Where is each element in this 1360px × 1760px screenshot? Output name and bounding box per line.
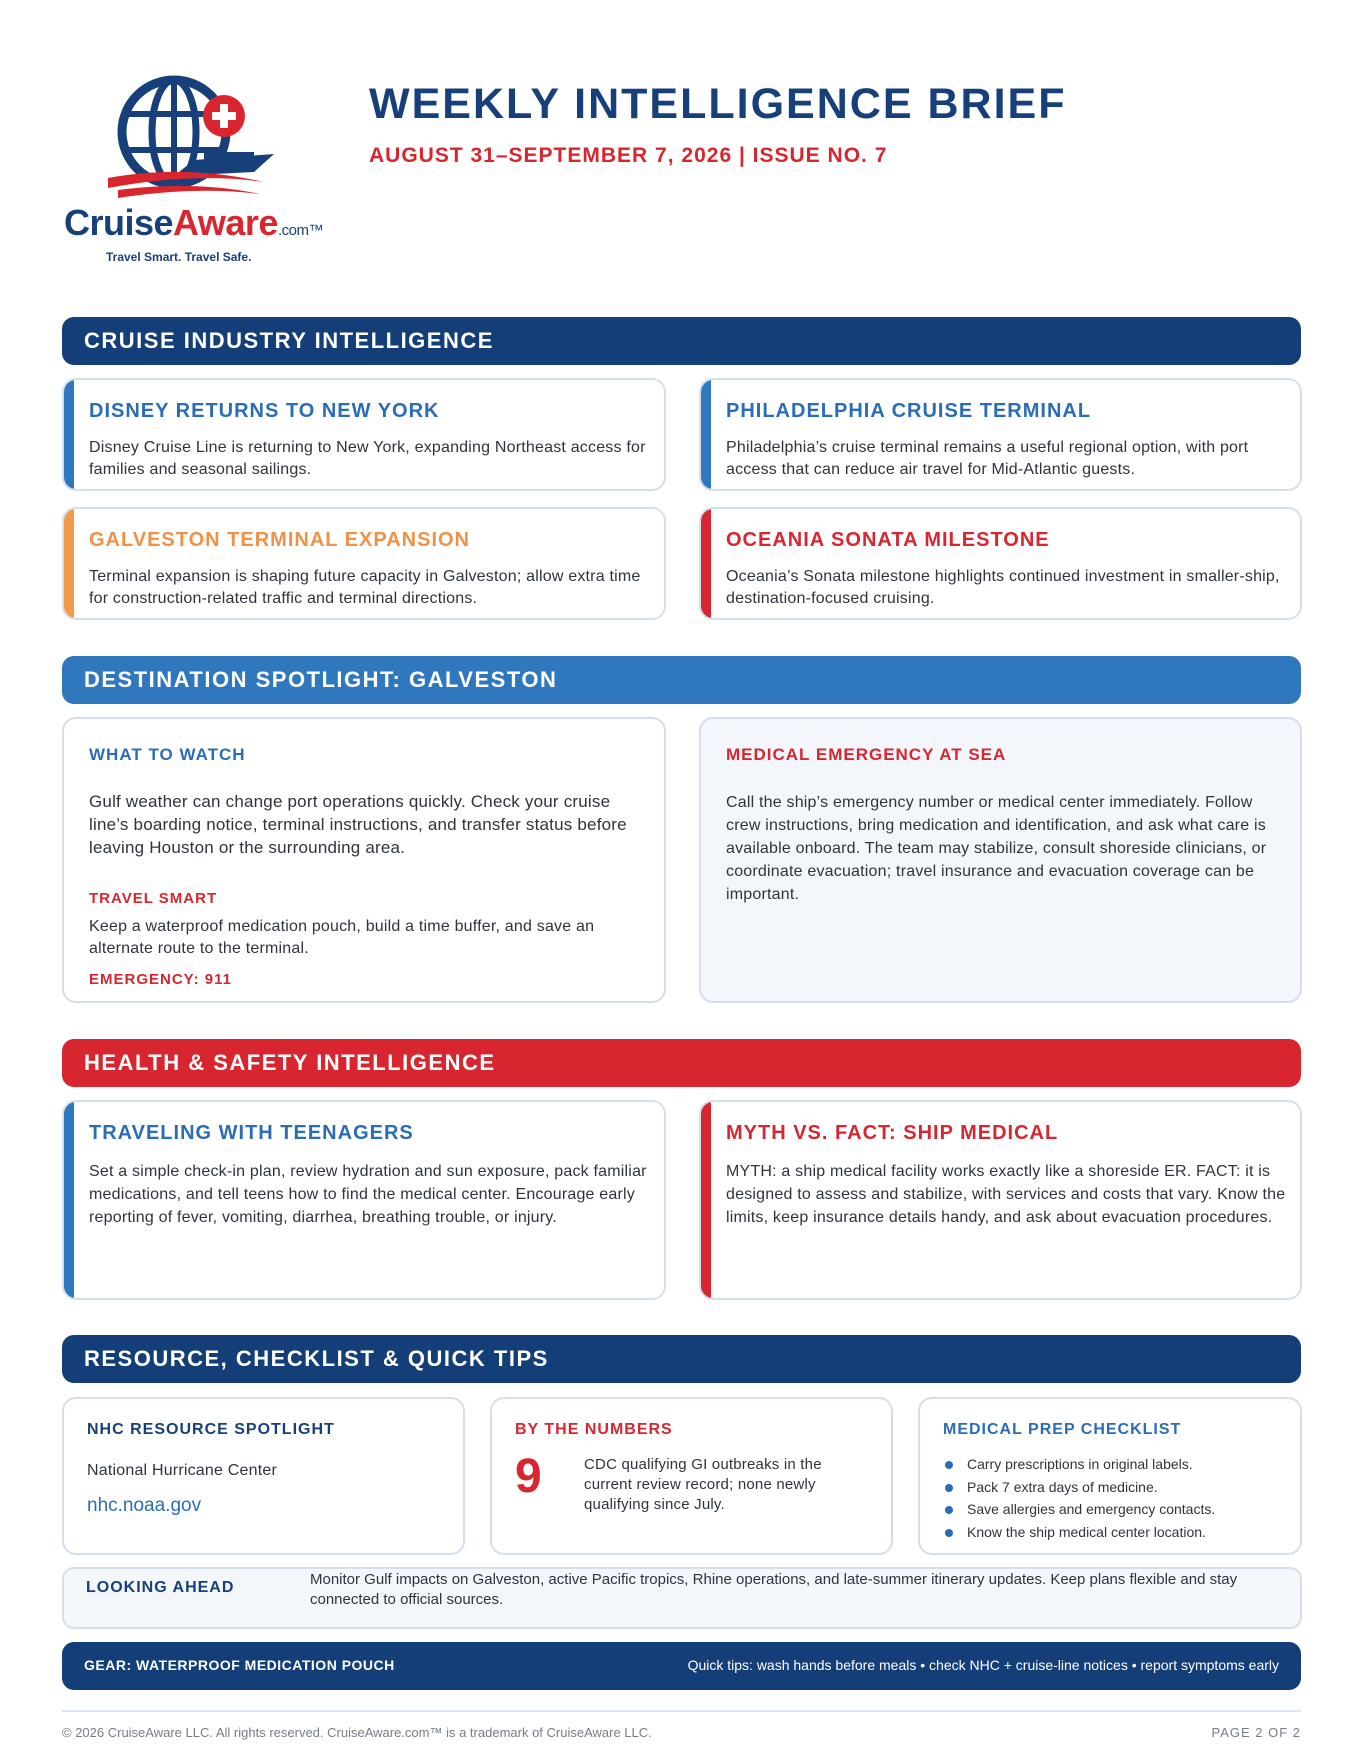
nhc-resource-card [62,1397,465,1555]
footer-copyright: © 2026 CruiseAware LLC. All rights reserved. CruiseAware.com™ is a trademark of CruiseAware LLC. [62,1725,652,1740]
section-header-industry: CRUISE INDUSTRY INTELLIGENCE [62,317,1301,365]
card-title: NHC RESOURCE SPOTLIGHT [87,1421,335,1438]
card-accent-bar [64,1102,74,1298]
card-title: MYTH VS. FACT: SHIP MEDICAL [726,1122,1059,1144]
card-accent-bar [701,509,711,618]
numbers-text: CDC qualifying GI outbreaks in the current review record; none newly qualifying since July. [584,1456,822,1513]
card-title: MEDICAL EMERGENCY AT SEA [726,745,1007,764]
card-title: GALVESTON TERMINAL EXPANSION [89,529,470,551]
card-body: Philadelphia’s cruise terminal remains a useful regional option, with port access that can reduce air travel for Mid-Atlantic guests. [726,439,1249,478]
section-header-health: HEALTH & SAFETY INTELLIGENCE [62,1039,1301,1087]
logo-word-cruise: Cruise [64,202,174,243]
checklist [943,1453,1215,1543]
news-card-disney [62,378,666,491]
medical-emergency-card [699,717,1302,1003]
checklist-item: Carry prescriptions in original labels. [943,1453,1215,1476]
news-card-galveston [62,507,666,620]
gear-label: GEAR: WATERPROOF MEDICATION POUCH [84,1657,395,1673]
medical-checklist-card [918,1397,1302,1555]
checklist-item: Pack 7 extra days of medicine. [943,1476,1215,1499]
nhc-link[interactable]: nhc.noaa.gov [87,1495,202,1516]
section-header-destination: DESTINATION SPOTLIGHT: GALVESTON [62,656,1301,704]
logo-wordmark [64,202,323,244]
quick-tips: Quick tips: wash hands before meals • check NHC + cruise-line notices • report symptoms early [687,1657,1279,1673]
card-body: Terminal expansion is shaping future capacity in Galveston; allow extra time for construction-related traffic and terminal directions. [89,568,641,607]
card-accent-bar [64,380,74,489]
card-accent-bar [64,509,74,618]
page-title: WEEKLY INTELLIGENCE BRIEF [369,80,1067,128]
footer-divider [62,1710,1301,1712]
gear-tips-band [62,1642,1301,1690]
card-body: Gulf weather can change port operations quickly. Check your cruise line’s boarding notice, terminal instructions, and transfer status before leaving Houston or the surrounding area. [89,792,627,857]
by-the-numbers-card [490,1397,893,1555]
card-body: Set a simple check-in plan, review hydration and sun exposure, pack familiar medications, and tell teens how to find the medical center. Encourage early reporting of fever, vomiting, diarrhea, breathing trouble, or injury. [89,1163,647,1226]
globe-ship-icon [64,72,336,207]
looking-ahead-text: Monitor Gulf impacts on Galveston, active Pacific tropics, Rhine operations, and late-summer itinerary updates. Keep plans flexible and stay connected to official sources. [310,1571,1238,1608]
travel-smart-body: Keep a waterproof medication pouch, build a time buffer, and save an alternate route to the terminal. [89,918,595,957]
numbers-value: 9 [515,1450,542,1503]
logo-dotcom: .com™ [277,222,323,239]
checklist-item: Know the ship medical center location. [943,1521,1215,1544]
bullet-icon [945,1529,953,1537]
travel-smart-label: TRAVEL SMART [89,890,218,907]
card-title: OCEANIA SONATA MILESTONE [726,529,1050,551]
card-body: Disney Cruise Line is returning to New York, expanding Northeast access for families and seasonal sailings. [89,439,646,478]
news-card-oceania [699,507,1302,620]
card-body: Call the ship’s emergency number or medical center immediately. Follow crew instructions, bring medication and identification, and ask what care is available onboard. The team may stabilize, consult shoreside clinicians, or coordinate evacuation; travel insurance and evacuation coverage can be important. [726,794,1267,903]
logo-tagline: Travel Smart. Travel Safe. [106,250,252,264]
card-title: DISNEY RETURNS TO NEW YORK [89,400,440,422]
bullet-icon [945,1506,953,1514]
section-header-resources: RESOURCE, CHECKLIST & QUICK TIPS [62,1335,1301,1383]
bullet-icon [945,1484,953,1492]
card-title: BY THE NUMBERS [515,1421,673,1438]
what-to-watch-card [62,717,666,1003]
card-title: MEDICAL PREP CHECKLIST [943,1421,1182,1438]
teenagers-card [62,1100,666,1300]
card-accent-bar [701,1102,711,1298]
card-body: MYTH: a ship medical facility works exactly like a shoreside ER. FACT: it is designed to assess and stabilize, with services and costs that vary. Know the limits, keep insurance details handy, and ask about evacuation procedures. [726,1163,1286,1226]
card-title: PHILADELPHIA CRUISE TERMINAL [726,400,1092,422]
looking-ahead-label: LOOKING AHEAD [86,1579,235,1596]
checklist-item: Save allergies and emergency contacts. [943,1498,1215,1521]
issue-subtitle: AUGUST 31–SEPTEMBER 7, 2026 | ISSUE NO. 7 [369,144,888,167]
page-number: PAGE 2 OF 2 [1211,1725,1301,1740]
bullet-icon [945,1461,953,1469]
card-accent-bar [701,380,711,489]
nhc-name: National Hurricane Center [87,1462,277,1479]
logo-word-aware: Aware [173,202,278,243]
myth-fact-card [699,1100,1302,1300]
card-title: TRAVELING WITH TEENAGERS [89,1122,414,1144]
card-body: Oceania’s Sonata milestone highlights continued investment in smaller-ship, destination-focused cruising. [726,568,1280,607]
emergency-number: EMERGENCY: 911 [89,971,232,988]
news-card-philadelphia [699,378,1302,491]
cruiseaware-logo [64,72,336,272]
card-title: WHAT TO WATCH [89,745,246,764]
